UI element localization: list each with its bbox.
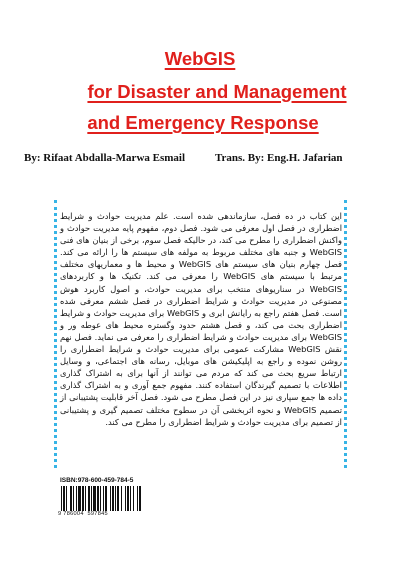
translator-credit: Trans. By: Eng.H. Jafarian [215, 152, 343, 164]
title-line-2: for Disaster and Management [87, 80, 347, 102]
book-title [0, 50, 400, 133]
barcode-digits-right: 597845 [87, 511, 108, 517]
barcode-label [57, 477, 150, 520]
barcode-digits [58, 511, 108, 517]
barcode-digits-left: 786004 [63, 511, 84, 517]
barcode-icon [61, 486, 147, 511]
title-line-3: and Emergency Response [87, 112, 319, 133]
credits-row [0, 152, 400, 168]
barcode-digit-lead: 9 [58, 511, 62, 517]
book-description: این کتاب در ده فصل، سازماندهی شده است. علم مدیریت حوادث و شرایط اضطراری در فصل اول معرفی می شود. فصل دوم، مفهوم پایه مدیریت حوادث و واکنش اضطراری را مطرح می کند، در حالیکه فصل سوم، برخی از بنیان های فنی WebGIS و جنبه های مختلف مربوط به مولفه های سیستم ها را ارائه می کند. فصل چهارم بنیان های سیستم های WebGIS و محیط ها و معماریهای مختلف مرتبط با سیستم های WebGIS را معرفی می کند. تکنیک ها و کاربردهای WebGIS در سناریوهای منتخب برای مدیریت حوادث، و اصول کاربرد هوش مصنوعی در مدیریت حوادث و شرایط اضطراری در فصل ششم معرفی شده است. فصل هفتم راجع به رایانش ابری و WebGIS برای مدیریت حوادث و شرایط اضطراری بحث می کند، و فصل هشتم حدود وگستره محیط های عوطه ور و WebGIS برای مدیریت حوادث و شرایط اضطراری را معرفی می نماید. فصل نهم نقش WebGIS مشارکت عمومی برای مدیریت حوادث و شرایط اضطراری را روشن نموده و راجع به اپلیکیشن های موبایل، رسانه های اجتماعی، و وسایل ارتباط سریع بحث می کند که مردم می توانند از آنها برای به اشتراک گذاری اطلاعات با تصمیم گیرندگان استفاده کنند. مفهوم جمع آوری و به اشتراک گذاری داده ها جمع سپاری نیز در این فصل مطرح می شود. فصل آخر قابلیت پشتیبانی از تصمیم WebGIS و نحوه اثربخشی آن در سطوح مختلف تصمیم گیری و پشتیبانی از تصمیم برای مدیریت حوادث و شرایط اضطراری را مطرح می کند. [60, 211, 343, 427]
author-credit: By: Rifaat Abdalla-Marwa Esmail [24, 152, 186, 164]
isbn-text: ISBN:978-600-459-784-5 [60, 477, 134, 484]
title-line-1: WebGIS [164, 48, 236, 69]
